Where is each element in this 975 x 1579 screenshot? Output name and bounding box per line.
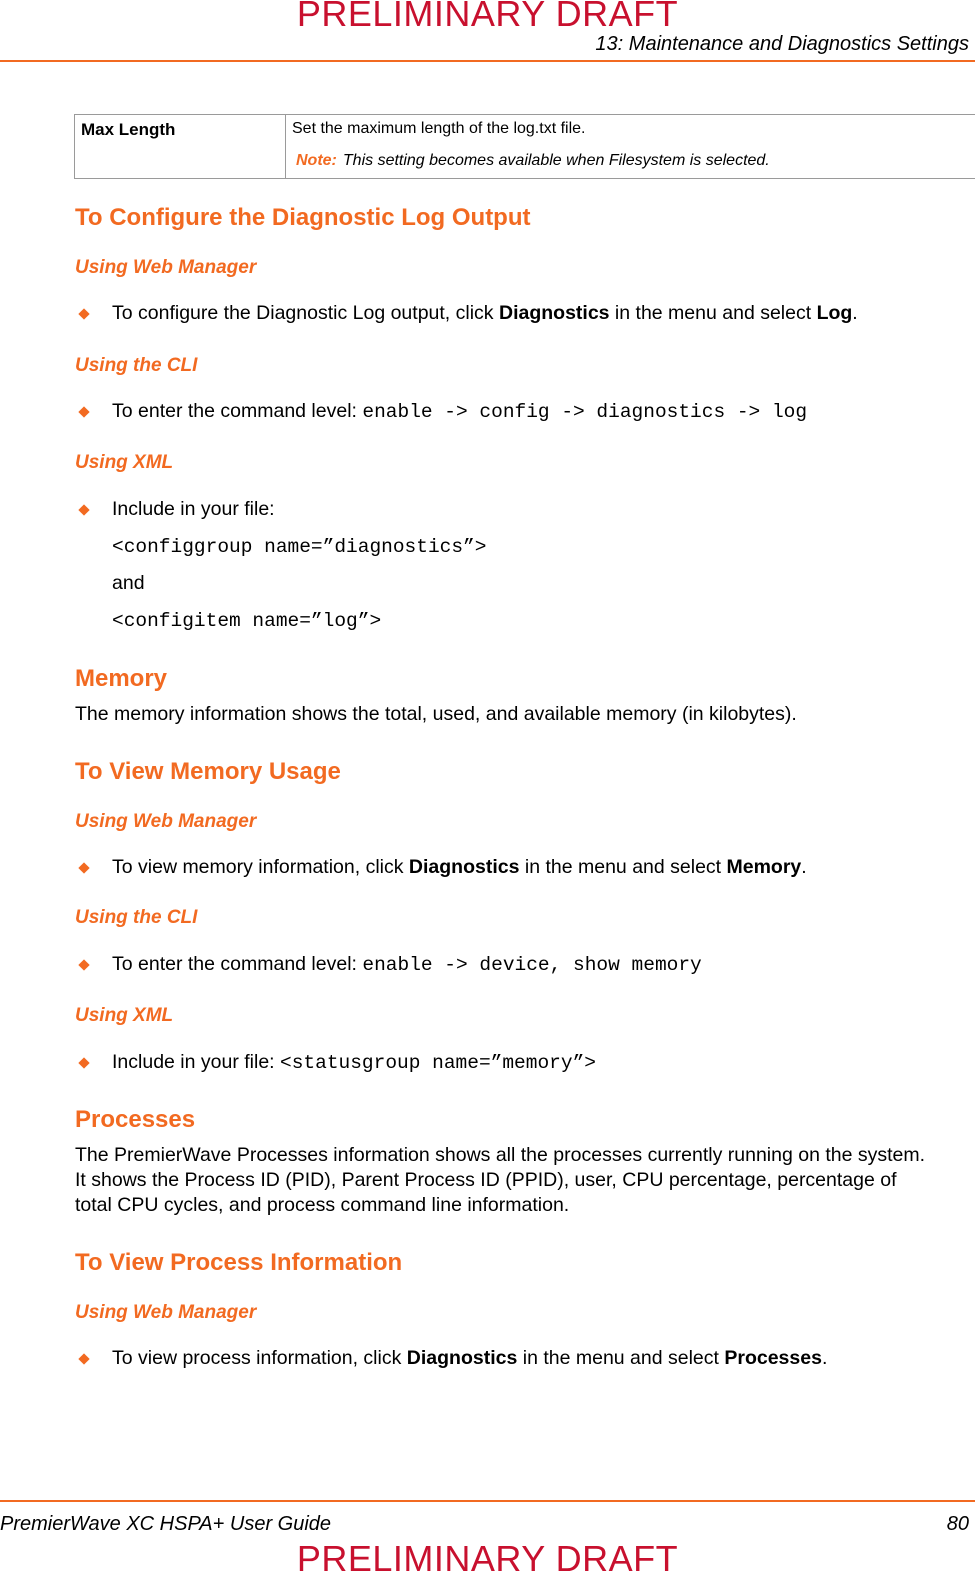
bullet-web-processes: [112, 1347, 827, 1370]
subheading-xml: Using XML: [75, 1005, 174, 1026]
xml-code-statusgroup: <statusgroup name=”memory”>: [280, 1052, 596, 1074]
menu-diagnostics: Diagnostics: [406, 1347, 518, 1369]
param-name-cell: Max Length: [81, 120, 176, 139]
note-label: Note:: [296, 152, 337, 169]
bullet-diamond-icon: [78, 406, 89, 417]
heading-view-memory: To View Memory Usage: [75, 758, 341, 785]
bullet-text: To enter the command level:: [112, 953, 363, 975]
heading-configure-diagnostic-log: To Configure the Diagnostic Log Output: [75, 204, 531, 231]
subheading-web-manager: Using Web Manager: [75, 811, 257, 832]
bullet-diamond-icon: [78, 862, 89, 873]
preliminary-draft-watermark-top: PRELIMINARY DRAFT: [296, 0, 679, 34]
param-note: [296, 152, 770, 170]
bullet-text: To enter the command level:: [112, 400, 363, 422]
bullet-text: To view memory information, click: [112, 856, 409, 878]
header-rule: [0, 60, 975, 62]
bullet-xml-log: Include in your file:: [112, 498, 275, 520]
xml-and: and: [112, 572, 145, 594]
subheading-web-manager: Using Web Manager: [75, 1302, 257, 1323]
footer-page-number: 80: [946, 1513, 969, 1535]
bullet-text: in the menu and select: [519, 856, 727, 878]
menu-diagnostics: Diagnostics: [408, 856, 520, 878]
bullet-web-memory: [112, 856, 807, 879]
table-column-divider: [285, 115, 286, 178]
parameter-table: [74, 114, 975, 179]
menu-item-log: Log: [816, 302, 853, 324]
bullet-text: .: [801, 856, 807, 878]
bullet-text: To view process information, click: [112, 1347, 407, 1369]
footer-guide-title: PremierWave XC HSPA+ User Guide: [0, 1513, 332, 1535]
bullet-text: Include in your file:: [112, 1051, 281, 1073]
subheading-web-manager: Using Web Manager: [75, 257, 257, 278]
bullet-text: in the menu and select: [609, 302, 817, 324]
bullet-diamond-icon: [78, 1353, 89, 1364]
processes-description: The PremierWave Processes information shows all the processes currently running on the system. It shows the Process ID (PID), Parent Process ID (PPID), user, CPU percentage, percentage of total CPU cycles, and process command line information.: [75, 1144, 926, 1216]
footer-rule: [0, 1500, 975, 1502]
bullet-web-log: [112, 302, 858, 325]
bullet-diamond-icon: [78, 308, 89, 319]
heading-memory: Memory: [75, 665, 168, 692]
cli-command: enable -> config -> diagnostics -> log: [362, 401, 808, 423]
running-head: 13: Maintenance and Diagnostics Settings: [595, 33, 969, 55]
bullet-text: .: [852, 302, 858, 324]
subheading-cli: Using the CLI: [75, 907, 198, 928]
preliminary-draft-watermark-bottom: PRELIMINARY DRAFT: [296, 1538, 679, 1579]
bullet-diamond-icon: [78, 1057, 89, 1068]
bullet-xml-memory: [112, 1051, 596, 1074]
param-description-cell: Set the maximum length of the log.txt file.: [292, 120, 586, 137]
bullet-cli-memory: [112, 953, 702, 976]
subheading-xml: Using XML: [75, 452, 174, 473]
note-text: This setting becomes available when Filesystem is selected.: [342, 152, 770, 169]
bullet-text: .: [821, 1347, 828, 1369]
bullet-diamond-icon: [78, 959, 89, 970]
subheading-cli: Using the CLI: [75, 355, 198, 376]
xml-code-configgroup: <configgroup name=”diagnostics”>: [112, 536, 487, 558]
heading-view-process: To View Process Information: [75, 1249, 403, 1276]
menu-item-processes: Processes: [724, 1347, 822, 1369]
bullet-text: in the menu and select: [517, 1347, 725, 1369]
bullet-cli-log: [112, 400, 807, 423]
heading-processes: Processes: [75, 1106, 196, 1133]
xml-code-configitem: <configitem name=”log”>: [112, 610, 382, 632]
cli-command: enable -> device, show memory: [362, 954, 702, 976]
bullet-diamond-icon: [78, 504, 89, 515]
menu-item-memory: Memory: [726, 856, 802, 878]
memory-description: The memory information shows the total, used, and available memory (in kilobytes).: [75, 703, 797, 725]
menu-diagnostics: Diagnostics: [498, 302, 610, 324]
bullet-text: To configure the Diagnostic Log output, click: [112, 302, 499, 324]
